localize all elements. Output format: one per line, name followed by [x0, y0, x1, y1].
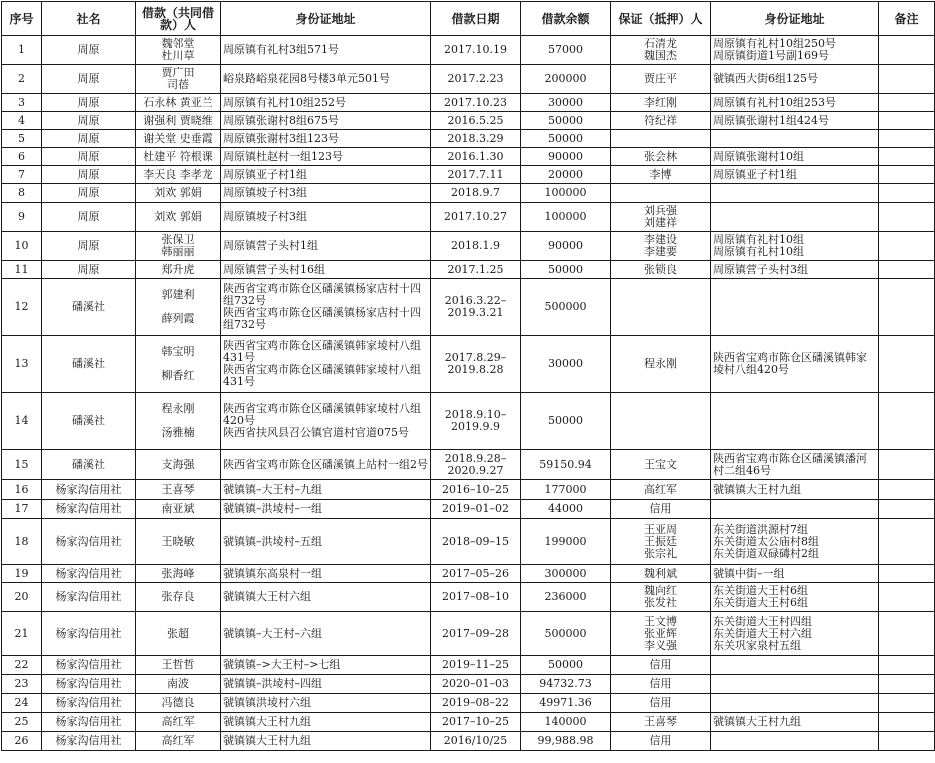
cell-loan-date: 2016.1.30 — [431, 148, 521, 166]
cell-loan-date: 2017.1.25 — [431, 261, 521, 279]
cell-guarantor-address: 东关街道大王村6组 东关街道大王村6组 — [711, 583, 879, 612]
cell-note — [879, 393, 935, 450]
cell-org-name: 磻溪社 — [42, 450, 136, 480]
cell-row-index: 1 — [2, 36, 42, 65]
cell-guarantor: 王宝文 — [611, 450, 711, 480]
cell-row-index: 14 — [2, 393, 42, 450]
cell-guarantor-address — [711, 393, 879, 450]
cell-guarantor — [611, 130, 711, 148]
cell-borrower-address: 虢镇镇–>大王村–>七组 — [221, 656, 431, 675]
cell-row-index: 7 — [2, 166, 42, 184]
cell-row-index: 16 — [2, 480, 42, 500]
table-row — [2, 65, 935, 94]
cell-guarantor: 贾庄平 — [611, 65, 711, 94]
cell-note — [879, 166, 935, 184]
table-row — [2, 203, 935, 232]
cell-org-name: 周原 — [42, 65, 136, 94]
cell-guarantor: 信用 — [611, 500, 711, 519]
cell-row-index: 9 — [2, 203, 42, 232]
cell-guarantor: 王亚周 王振廷 张宗礼 — [611, 519, 711, 565]
cell-borrower-address: 周原镇杜赵村一组123号 — [221, 148, 431, 166]
cell-row-index: 23 — [2, 675, 42, 694]
cell-loan-balance: 90000 — [521, 148, 611, 166]
cell-borrower: 魏邻堂 杜川草 — [136, 36, 221, 65]
cell-note — [879, 279, 935, 336]
cell-loan-balance: 50000 — [521, 656, 611, 675]
table-row — [2, 565, 935, 583]
cell-row-index: 22 — [2, 656, 42, 675]
cell-row-index: 5 — [2, 130, 42, 148]
cell-org-name: 周原 — [42, 261, 136, 279]
cell-org-name: 杨家沟信用社 — [42, 675, 136, 694]
table-row — [2, 500, 935, 519]
cell-borrower-address: 虢镇镇大王村六组 — [221, 583, 431, 612]
table-row — [2, 393, 935, 450]
cell-note — [879, 112, 935, 130]
cell-borrower-address: 峪泉路峪泉花园8号楼3单元501号 — [221, 65, 431, 94]
header-cell-note: 备注 — [879, 2, 935, 36]
cell-guarantor: 信用 — [611, 732, 711, 751]
cell-borrower: 贾广田 司蓓 — [136, 65, 221, 94]
cell-note — [879, 203, 935, 232]
cell-guarantor-address — [711, 500, 879, 519]
cell-guarantor-address — [711, 694, 879, 713]
cell-loan-date: 2018.9.10– 2019.9.9 — [431, 393, 521, 450]
cell-org-name: 周原 — [42, 130, 136, 148]
cell-guarantor: 王喜琴 — [611, 713, 711, 732]
cell-loan-balance: 177000 — [521, 480, 611, 500]
cell-guarantor: 李红刚 — [611, 94, 711, 112]
cell-borrower: 刘欢 郭娟 — [136, 184, 221, 203]
cell-borrower-address: 虢镇镇大王村九组 — [221, 713, 431, 732]
cell-note — [879, 612, 935, 656]
cell-borrower: 郑升虎 — [136, 261, 221, 279]
cell-org-name: 杨家沟信用社 — [42, 732, 136, 751]
cell-borrower-address: 周原镇坡子村3组 — [221, 203, 431, 232]
cell-note — [879, 94, 935, 112]
cell-borrower-address: 陕西省宝鸡市陈仓区磻溪镇韩家堎村八组431号 陕西省宝鸡市陈仓区磻溪镇韩家堎村八组431号 — [221, 336, 431, 393]
cell-org-name: 杨家沟信用社 — [42, 500, 136, 519]
cell-note — [879, 450, 935, 480]
cell-borrower: 王哲哲 — [136, 656, 221, 675]
cell-loan-date: 2018–09–15 — [431, 519, 521, 565]
table-row — [2, 261, 935, 279]
cell-loan-balance: 99,988.98 — [521, 732, 611, 751]
table-row — [2, 336, 935, 393]
cell-note — [879, 519, 935, 565]
cell-row-index: 10 — [2, 232, 42, 261]
cell-note — [879, 565, 935, 583]
cell-borrower: 冯德良 — [136, 694, 221, 713]
cell-borrower-address: 周原镇有礼村10组252号 — [221, 94, 431, 112]
table-row — [2, 148, 935, 166]
cell-org-name: 杨家沟信用社 — [42, 612, 136, 656]
cell-guarantor-address — [711, 203, 879, 232]
cell-note — [879, 480, 935, 500]
cell-org-name: 周原 — [42, 232, 136, 261]
cell-borrower-address: 周原镇坡子村3组 — [221, 184, 431, 203]
cell-loan-balance: 57000 — [521, 36, 611, 65]
table-row — [2, 450, 935, 480]
cell-org-name: 磻溪社 — [42, 393, 136, 450]
cell-loan-date: 2017.10.27 — [431, 203, 521, 232]
header-cell-date: 借款日期 — [431, 2, 521, 36]
cell-guarantor: 石清龙 魏国杰 — [611, 36, 711, 65]
cell-org-name: 杨家沟信用社 — [42, 583, 136, 612]
cell-loan-date: 2017.2.23 — [431, 65, 521, 94]
cell-guarantor-address: 东关街道大王村四组 东关街道大王村六组 东关巩家泉村五组 — [711, 612, 879, 656]
cell-loan-date: 2017.10.19 — [431, 36, 521, 65]
table-row — [2, 656, 935, 675]
table-row — [2, 166, 935, 184]
cell-loan-date: 2019–01–02 — [431, 500, 521, 519]
cell-guarantor: 李博 — [611, 166, 711, 184]
cell-loan-date: 2017–09–28 — [431, 612, 521, 656]
cell-row-index: 21 — [2, 612, 42, 656]
cell-row-index: 15 — [2, 450, 42, 480]
cell-borrower-address: 虢镇镇–大王村–九组 — [221, 480, 431, 500]
cell-org-name: 杨家沟信用社 — [42, 480, 136, 500]
cell-loan-balance: 199000 — [521, 519, 611, 565]
cell-loan-date: 2019–11–25 — [431, 656, 521, 675]
cell-borrower-address: 虢镇镇东高泉村一组 — [221, 565, 431, 583]
cell-note — [879, 694, 935, 713]
cell-guarantor: 张锁良 — [611, 261, 711, 279]
cell-guarantor-address: 周原镇张谢村1组424号 — [711, 112, 879, 130]
table-body — [2, 36, 935, 751]
header-cell-index: 序号 — [2, 2, 42, 36]
cell-loan-balance: 50000 — [521, 112, 611, 130]
cell-guarantor-address — [711, 130, 879, 148]
cell-guarantor-address: 周原镇有礼村10组253号 — [711, 94, 879, 112]
cell-borrower: 石永林 黄亚兰 — [136, 94, 221, 112]
header-cell-borrower: 借款（共同借款）人 — [136, 2, 221, 36]
table-row — [2, 279, 935, 336]
header-cell-guarantor: 保证（抵押）人 — [611, 2, 711, 36]
cell-borrower-address: 陕西省宝鸡市陈仓区磻溪镇杨家店村十四组732号 陕西省宝鸡市陈仓区磻溪镇杨家店村十四组732号 — [221, 279, 431, 336]
cell-guarantor: 信用 — [611, 656, 711, 675]
cell-guarantor: 张会林 — [611, 148, 711, 166]
cell-loan-date: 2017.8.29– 2019.8.28 — [431, 336, 521, 393]
cell-guarantor-address: 陕西省宝鸡市陈仓区磻溪镇潘河村二组46号 — [711, 450, 879, 480]
cell-loan-balance: 50000 — [521, 130, 611, 148]
cell-borrower: 刘欢 郭娟 — [136, 203, 221, 232]
cell-guarantor-address: 周原镇有礼村10组250号 周原镇街道1号副169号 — [711, 36, 879, 65]
cell-guarantor: 刘兵强 刘建祥 — [611, 203, 711, 232]
cell-borrower-address: 周原镇张谢村3组123号 — [221, 130, 431, 148]
cell-guarantor-address — [711, 184, 879, 203]
cell-borrower: 高红军 — [136, 732, 221, 751]
cell-note — [879, 130, 935, 148]
cell-borrower: 南亚斌 — [136, 500, 221, 519]
cell-loan-date: 2018.9.28– 2020.9.27 — [431, 450, 521, 480]
cell-borrower-address: 虢镇镇–大王村–六组 — [221, 612, 431, 656]
cell-note — [879, 36, 935, 65]
cell-row-index: 2 — [2, 65, 42, 94]
cell-org-name: 周原 — [42, 94, 136, 112]
cell-borrower: 王喜琴 — [136, 480, 221, 500]
cell-borrower-address: 虢镇镇洪堎村六组 — [221, 694, 431, 713]
cell-loan-date: 2016.3.22– 2019.3.21 — [431, 279, 521, 336]
cell-row-index: 26 — [2, 732, 42, 751]
cell-loan-balance: 50000 — [521, 393, 611, 450]
cell-note — [879, 184, 935, 203]
table-row — [2, 184, 935, 203]
table-row — [2, 694, 935, 713]
cell-borrower: 李天良 李孝龙 — [136, 166, 221, 184]
cell-row-index: 4 — [2, 112, 42, 130]
header-cell-org: 社名 — [42, 2, 136, 36]
cell-borrower-address: 虢镇镇–洪堎村–四组 — [221, 675, 431, 694]
cell-loan-date: 2018.9.7 — [431, 184, 521, 203]
cell-row-index: 20 — [2, 583, 42, 612]
cell-loan-balance: 20000 — [521, 166, 611, 184]
cell-row-index: 18 — [2, 519, 42, 565]
table-row — [2, 480, 935, 500]
cell-loan-balance: 200000 — [521, 65, 611, 94]
cell-row-index: 19 — [2, 565, 42, 583]
cell-guarantor-address: 陕西省宝鸡市陈仓区磻溪镇韩家堎村八组420号 — [711, 336, 879, 393]
cell-loan-balance: 500000 — [521, 612, 611, 656]
cell-org-name: 周原 — [42, 203, 136, 232]
cell-borrower: 张存良 — [136, 583, 221, 612]
cell-loan-date: 2018.1.9 — [431, 232, 521, 261]
cell-row-index: 12 — [2, 279, 42, 336]
cell-org-name: 磻溪社 — [42, 279, 136, 336]
cell-loan-date: 2017–08–10 — [431, 583, 521, 612]
cell-org-name: 周原 — [42, 166, 136, 184]
table-row — [2, 94, 935, 112]
cell-borrower: 程永刚 汤雅楠 — [136, 393, 221, 450]
cell-row-index: 25 — [2, 713, 42, 732]
cell-loan-date: 2019–08–22 — [431, 694, 521, 713]
cell-guarantor-address: 东关街道洪源村7组 东关街道太公庙村8组 东关街道双碌碡村2组 — [711, 519, 879, 565]
cell-loan-balance: 49971.36 — [521, 694, 611, 713]
cell-borrower: 张超 — [136, 612, 221, 656]
cell-note — [879, 732, 935, 751]
cell-loan-balance: 100000 — [521, 184, 611, 203]
cell-borrower-address: 周原镇亚子村1组 — [221, 166, 431, 184]
cell-loan-balance: 30000 — [521, 336, 611, 393]
cell-row-index: 3 — [2, 94, 42, 112]
cell-row-index: 6 — [2, 148, 42, 166]
cell-guarantor: 魏向红 张发社 — [611, 583, 711, 612]
cell-org-name: 磻溪社 — [42, 336, 136, 393]
cell-loan-balance: 500000 — [521, 279, 611, 336]
header-cell-guarantor-address: 身份证地址 — [711, 2, 879, 36]
cell-guarantor — [611, 184, 711, 203]
cell-loan-date: 2016.5.25 — [431, 112, 521, 130]
cell-org-name: 杨家沟信用社 — [42, 565, 136, 583]
header-cell-address: 身份证地址 — [221, 2, 431, 36]
table-row — [2, 583, 935, 612]
cell-note — [879, 232, 935, 261]
cell-org-name: 周原 — [42, 184, 136, 203]
cell-loan-date: 2020–01–03 — [431, 675, 521, 694]
table-row — [2, 713, 935, 732]
cell-guarantor: 信用 — [611, 694, 711, 713]
cell-borrower-address: 虢镇镇大王村九组 — [221, 732, 431, 751]
cell-row-index: 17 — [2, 500, 42, 519]
cell-loan-date: 2016–10–25 — [431, 480, 521, 500]
cell-org-name: 周原 — [42, 36, 136, 65]
cell-borrower: 谢关堂 史垂霞 — [136, 130, 221, 148]
table-row — [2, 130, 935, 148]
table-row — [2, 112, 935, 130]
table-row — [2, 232, 935, 261]
cell-row-index: 11 — [2, 261, 42, 279]
cell-borrower: 支海强 — [136, 450, 221, 480]
cell-borrower-address: 陕西省宝鸡市陈仓区磻溪镇上站村一组2号 — [221, 450, 431, 480]
cell-borrower-address: 虢镇镇–洪堎村–一组 — [221, 500, 431, 519]
cell-guarantor-address: 虢镇西大街6组125号 — [711, 65, 879, 94]
table-row — [2, 36, 935, 65]
cell-borrower: 杜建平 符根课 — [136, 148, 221, 166]
cell-guarantor-address: 周原镇张谢村10组 — [711, 148, 879, 166]
cell-borrower: 郭建利 薛列霞 — [136, 279, 221, 336]
cell-loan-date: 2017.7.11 — [431, 166, 521, 184]
cell-row-index: 13 — [2, 336, 42, 393]
cell-borrower-address: 周原镇营子头村1组 — [221, 232, 431, 261]
cell-org-name: 杨家沟信用社 — [42, 713, 136, 732]
cell-borrower: 谢强利 贾晓维 — [136, 112, 221, 130]
cell-note — [879, 583, 935, 612]
cell-note — [879, 261, 935, 279]
cell-borrower: 张保卫 韩丽丽 — [136, 232, 221, 261]
cell-row-index: 8 — [2, 184, 42, 203]
cell-loan-date: 2017.10.23 — [431, 94, 521, 112]
cell-borrower-address: 周原镇营子头村16组 — [221, 261, 431, 279]
cell-guarantor-address: 虢镇中街–一组 — [711, 565, 879, 583]
cell-loan-date: 2017–05–26 — [431, 565, 521, 583]
cell-loan-balance: 59150.94 — [521, 450, 611, 480]
cell-loan-balance: 44000 — [521, 500, 611, 519]
cell-guarantor: 魏利斌 — [611, 565, 711, 583]
cell-loan-date: 2017–10–25 — [431, 713, 521, 732]
cell-guarantor-address — [711, 732, 879, 751]
cell-guarantor: 王文博 张亚辉 李义强 — [611, 612, 711, 656]
cell-guarantor — [611, 279, 711, 336]
cell-note — [879, 148, 935, 166]
cell-org-name: 周原 — [42, 148, 136, 166]
cell-note — [879, 336, 935, 393]
cell-guarantor-address: 虢镇镇大王村九组 — [711, 480, 879, 500]
cell-guarantor-address — [711, 675, 879, 694]
cell-guarantor-address: 虢镇镇大王村九组 — [711, 713, 879, 732]
cell-guarantor: 李建设 李建要 — [611, 232, 711, 261]
cell-borrower-address: 周原镇有礼村3组571号 — [221, 36, 431, 65]
cell-guarantor: 符纪祥 — [611, 112, 711, 130]
table-header — [2, 2, 935, 36]
cell-loan-balance: 140000 — [521, 713, 611, 732]
cell-row-index: 24 — [2, 694, 42, 713]
cell-borrower: 王晓敏 — [136, 519, 221, 565]
cell-borrower-address: 周原镇张谢村8组675号 — [221, 112, 431, 130]
cell-loan-balance: 50000 — [521, 261, 611, 279]
cell-guarantor-address: 周原镇亚子村1组 — [711, 166, 879, 184]
cell-note — [879, 675, 935, 694]
cell-note — [879, 65, 935, 94]
cell-guarantor: 高红军 — [611, 480, 711, 500]
cell-guarantor-address: 周原镇营子头村3组 — [711, 261, 879, 279]
table-row — [2, 732, 935, 751]
cell-note — [879, 656, 935, 675]
cell-guarantor-address — [711, 279, 879, 336]
table-row — [2, 612, 935, 656]
cell-borrower: 张海峰 — [136, 565, 221, 583]
cell-org-name: 杨家沟信用社 — [42, 694, 136, 713]
cell-loan-date: 2018.3.29 — [431, 130, 521, 148]
cell-loan-balance: 100000 — [521, 203, 611, 232]
cell-org-name: 杨家沟信用社 — [42, 519, 136, 565]
cell-note — [879, 713, 935, 732]
cell-guarantor: 信用 — [611, 675, 711, 694]
cell-guarantor: 程永刚 — [611, 336, 711, 393]
cell-borrower: 南波 — [136, 675, 221, 694]
cell-borrower: 高红军 — [136, 713, 221, 732]
cell-borrower: 韩宝明 柳香红 — [136, 336, 221, 393]
cell-loan-balance: 94732.73 — [521, 675, 611, 694]
cell-guarantor — [611, 393, 711, 450]
cell-guarantor-address — [711, 656, 879, 675]
cell-org-name: 杨家沟信用社 — [42, 656, 136, 675]
cell-loan-balance: 30000 — [521, 94, 611, 112]
cell-borrower-address: 陕西省宝鸡市陈仓区磻溪镇韩家堎村八组420号 陕西省扶风县召公镇官道村官道075号 — [221, 393, 431, 450]
loan-table — [1, 1, 935, 751]
table-row — [2, 675, 935, 694]
cell-loan-balance: 236000 — [521, 583, 611, 612]
cell-loan-balance: 90000 — [521, 232, 611, 261]
table-row — [2, 519, 935, 565]
cell-borrower-address: 虢镇镇–洪堎村–五组 — [221, 519, 431, 565]
cell-note — [879, 500, 935, 519]
header-cell-balance: 借款余额 — [521, 2, 611, 36]
cell-loan-date: 2016/10/25 — [431, 732, 521, 751]
cell-guarantor-address: 周原镇有礼村10组 周原镇有礼村10组 — [711, 232, 879, 261]
cell-loan-balance: 300000 — [521, 565, 611, 583]
cell-org-name: 周原 — [42, 112, 136, 130]
